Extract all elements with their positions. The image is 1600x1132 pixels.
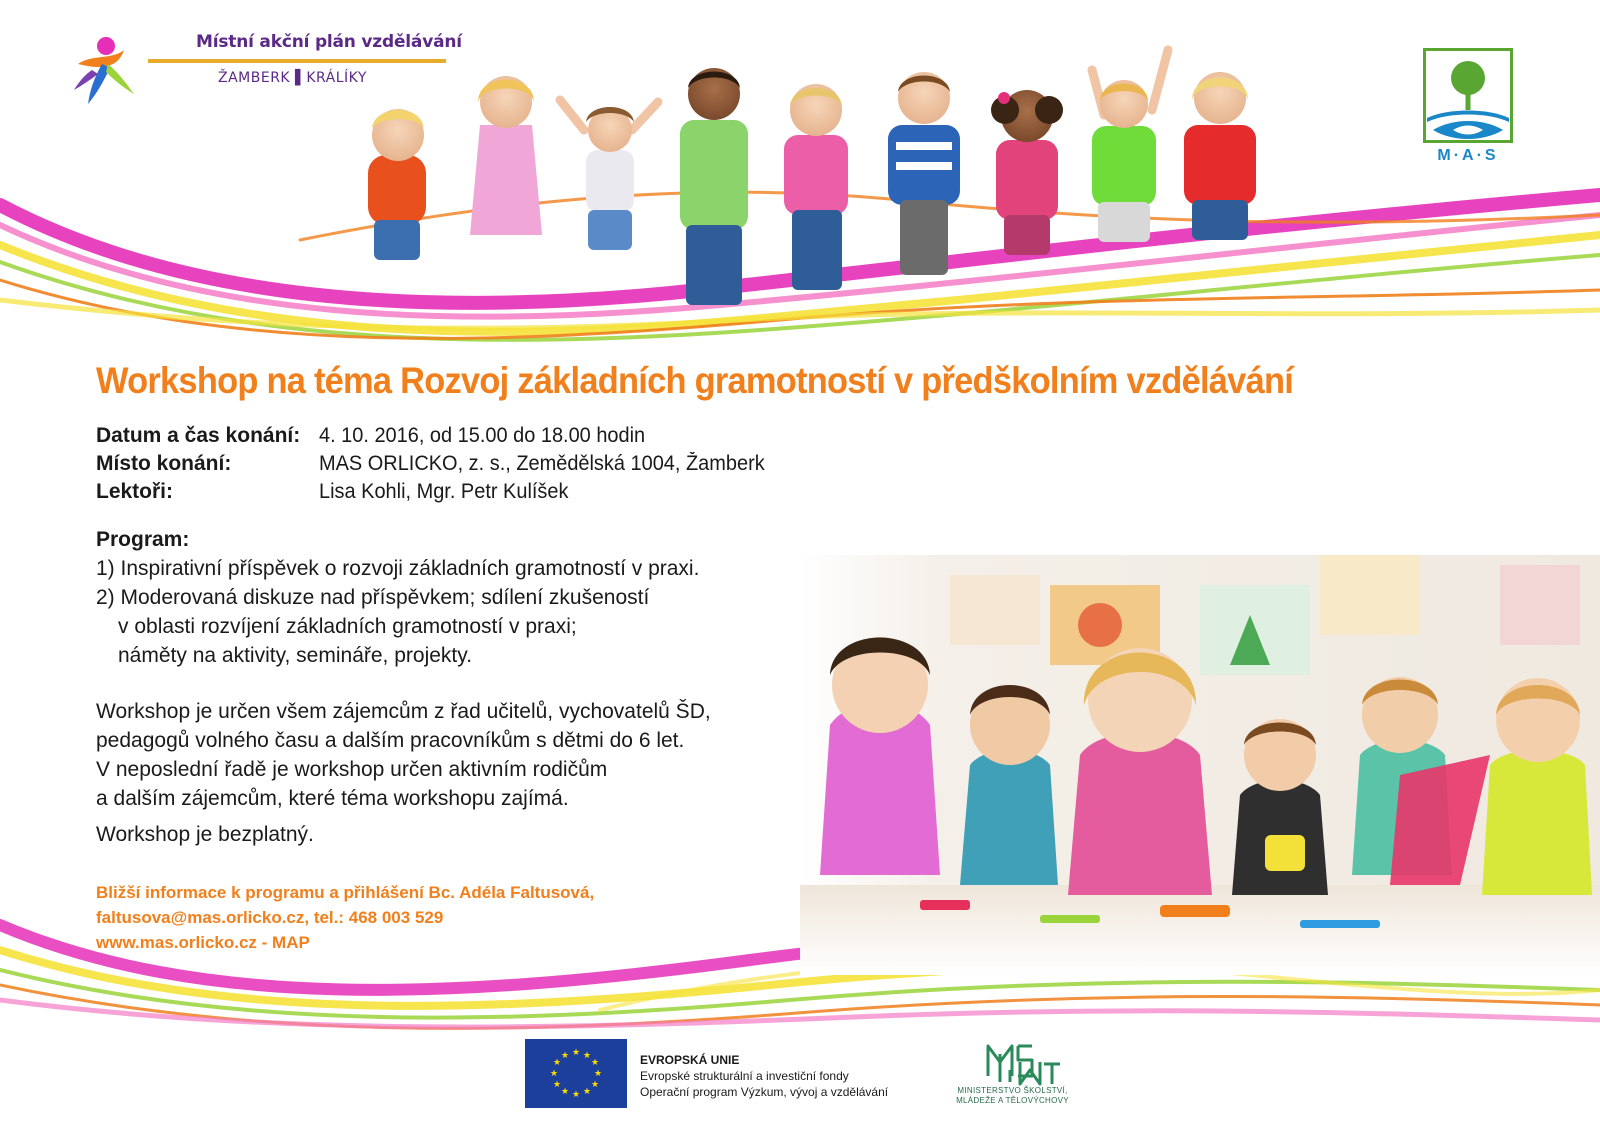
children-row-photo (340, 30, 1300, 315)
page-title: Workshop na téma Rozvoj základních gramotností v předškolním vzdělávání (96, 360, 1294, 401)
detail-value: MAS ORLICKO, z. s., Zemědělská 1004, Žamberk (319, 452, 765, 475)
svg-text:★: ★ (590, 1058, 600, 1068)
svg-text:★: ★ (582, 1087, 592, 1097)
audience-line: V neposlední řadě je workshop určen aktivním rodičům (96, 758, 608, 781)
detail-label: Datum a čas konání: (96, 424, 301, 447)
audience-paragraph (96, 697, 711, 813)
svg-text:★: ★ (593, 1069, 603, 1079)
mas-logo-label: M·A·S (1437, 147, 1499, 164)
svg-text:★: ★ (549, 1069, 559, 1079)
program-item-1: 1) Inspirativní příspěvek o rozvoji základních gramotností v praxi. (96, 557, 700, 580)
audience-line: a dalším zájemcům, které téma workshopu zajímá. (96, 787, 569, 810)
program-item-2-cont: v oblasti rozvíjení základních gramotností v praxi; (118, 615, 577, 638)
contact-line: Bližší informace k programu a přihlášení Bc. Adéla Faltusová, (96, 883, 595, 902)
detail-row-lecturers (96, 478, 788, 506)
audience-line: pedagogů volného času a dalším pracovníkům s dětmi do 6 let. (96, 729, 685, 752)
audience-line: Workshop je určen všem zájemcům z řad učitelů, vychovatelů ŠD, (96, 700, 711, 723)
eu-line: Operační program Výzkum, vývoj a vzdělávání (640, 1085, 889, 1099)
program-item-2: 2) Moderovaná diskuze nad příspěvkem; sdílení zkušeností (96, 586, 650, 609)
svg-text:★: ★ (582, 1051, 592, 1061)
msmt-line: MINISTERSTVO ŠKOLSTVÍ, (957, 1086, 1068, 1095)
detail-row-place (96, 450, 788, 478)
svg-text:★: ★ (560, 1087, 570, 1097)
eu-funding-text (640, 1052, 888, 1100)
svg-text:★: ★ (571, 1048, 581, 1058)
svg-text:★: ★ (571, 1090, 581, 1100)
colorful-figure-icon (72, 34, 142, 108)
map-logo-subtitle: ŽAMBERK ▌KRÁLÍKY (218, 70, 367, 86)
detail-label: Místo konání: (96, 452, 232, 475)
msmt-text (945, 1086, 1080, 1106)
contact-email-phone[interactable]: faltusova@mas.orlicko.cz, tel.: 468 003 529 (96, 908, 444, 927)
contact-info (96, 880, 594, 955)
map-logo-title: Místní akční plán vzdělávání (196, 32, 462, 52)
contact-website-link[interactable]: www.mas.orlicko.cz - MAP (96, 933, 310, 952)
program-section (96, 525, 699, 670)
children-crafting-photo (800, 555, 1600, 975)
program-heading: Program: (96, 528, 190, 551)
detail-value: Lisa Kohli, Mgr. Petr Kulíšek (319, 480, 569, 503)
detail-row-date (96, 422, 788, 450)
detail-value: 4. 10. 2016, od 15.00 do 18.00 hodin (319, 424, 646, 447)
free-note: Workshop je bezplatný. (96, 823, 314, 846)
svg-text:★: ★ (552, 1058, 562, 1068)
event-details (96, 422, 788, 506)
svg-text:★: ★ (590, 1080, 600, 1090)
detail-label: Lektoři: (96, 480, 174, 503)
eu-line: Evropské strukturální a investiční fondy (640, 1069, 849, 1083)
svg-text:★: ★ (560, 1051, 570, 1061)
svg-text:★: ★ (552, 1080, 562, 1090)
program-item-2-cont: náměty na aktivity, semináře, projekty. (118, 644, 473, 667)
eu-heading: EVROPSKÁ UNIE (640, 1053, 740, 1067)
eu-flag-icon (525, 1039, 627, 1108)
msmt-line: MLÁDEŽE A TĚLOVÝCHOVY (956, 1096, 1069, 1105)
